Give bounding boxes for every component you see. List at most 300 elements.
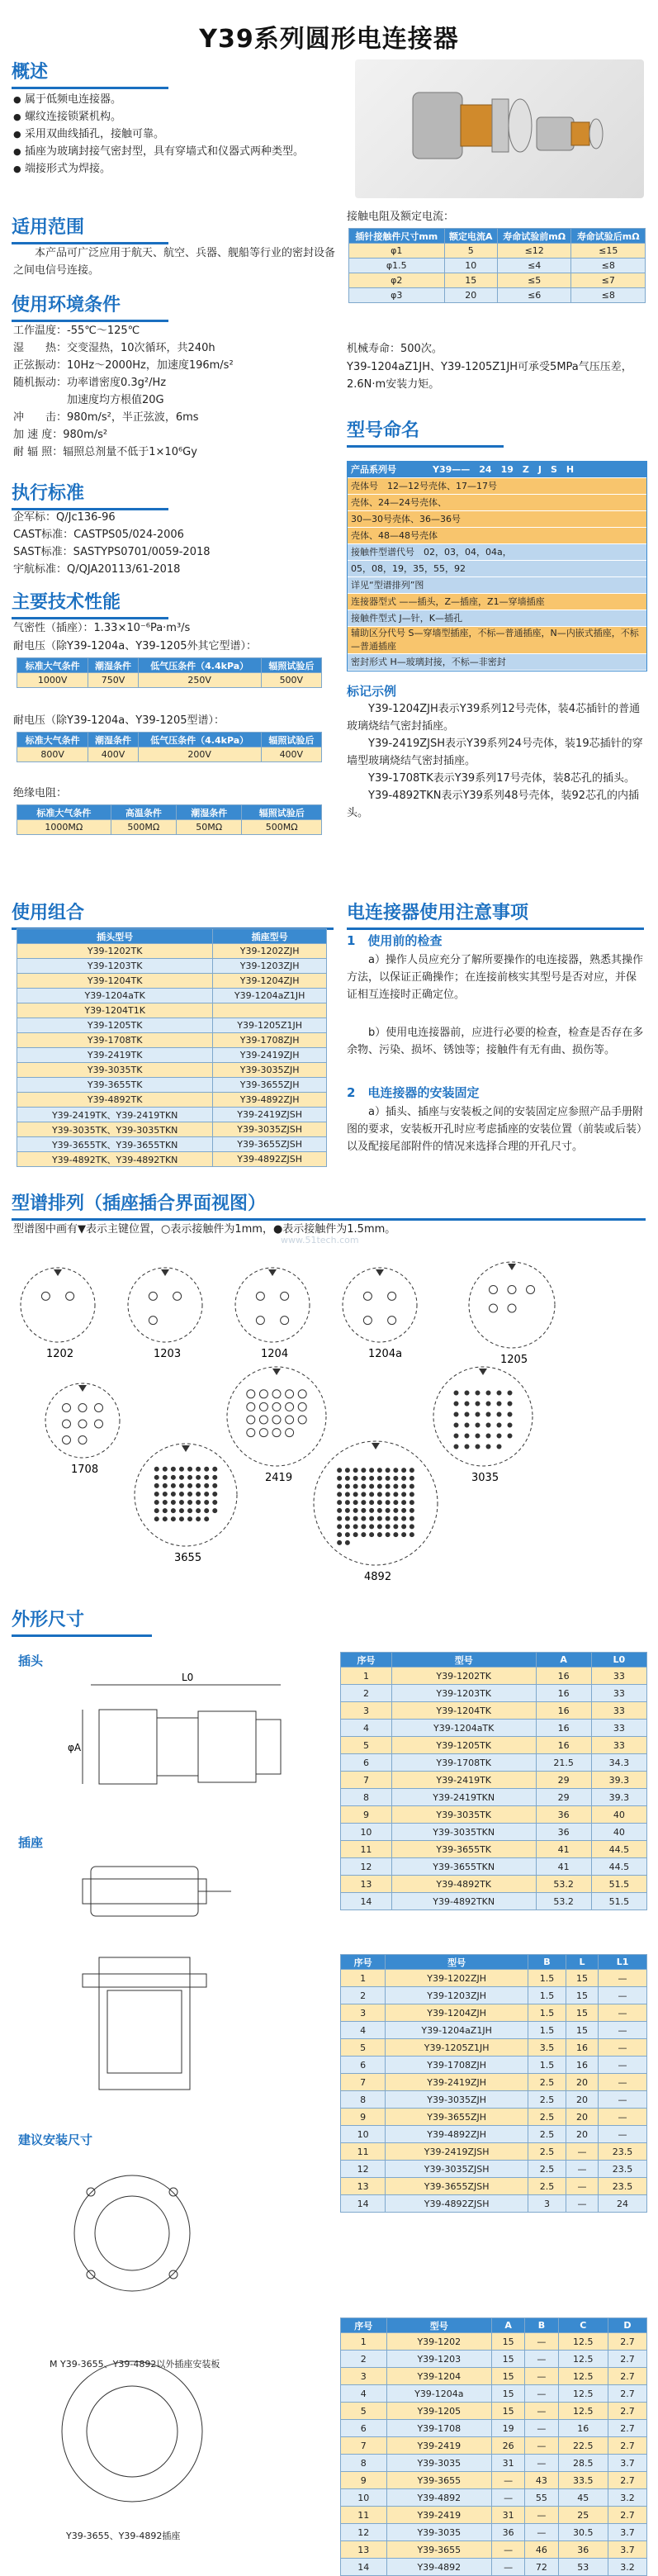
- table-cell: Y39-3035: [386, 2524, 491, 2541]
- table-cell: 1.5: [528, 2004, 566, 2022]
- socket-label: 插座: [18, 1835, 44, 1850]
- dims-heading: 外形尺寸: [12, 1606, 152, 1637]
- table-cell: 23.5: [599, 2161, 647, 2178]
- table-cell: 34.3: [591, 1754, 646, 1772]
- contact-pin: [353, 1533, 357, 1537]
- table-cell: 28.5: [558, 2455, 608, 2472]
- standard-line: CAST标准：CASTPS05/024-2006: [13, 529, 184, 541]
- contact-pin: [188, 1475, 192, 1479]
- table-row: [17, 1048, 327, 1063]
- contact-pin: [205, 1517, 209, 1521]
- layout-label: 1708: [71, 1464, 99, 1476]
- table-cell: 12.5: [558, 2403, 608, 2420]
- contact-pin: [196, 1467, 201, 1471]
- contact-pin: [409, 1516, 414, 1520]
- contact-pin: [154, 1467, 159, 1471]
- table-cell: ≤15: [571, 244, 646, 259]
- contact-pin: [196, 1509, 201, 1513]
- table-header: 潮湿条件: [177, 805, 242, 820]
- contact-pin: [386, 1516, 390, 1520]
- contact-pin: [394, 1508, 398, 1512]
- table-cell: ≤4: [497, 259, 571, 273]
- table-header: D: [608, 2318, 646, 2333]
- table-cell: —: [566, 2195, 598, 2213]
- contact-pin: [386, 1476, 390, 1480]
- table-cell: 2: [341, 2351, 387, 2368]
- table-cell: —: [525, 2385, 558, 2403]
- table-cell: 15: [566, 2022, 598, 2039]
- example-heading: 标记示例: [347, 684, 397, 699]
- table-cell: —: [525, 2455, 558, 2472]
- mount-dimension-table: [340, 2317, 647, 2576]
- table-cell: 15: [566, 1987, 598, 2004]
- table-cell: Y39-1205TK: [391, 1737, 536, 1754]
- table-header: 辐照试验后: [242, 805, 322, 820]
- table-cell: 2.5: [528, 2178, 566, 2195]
- table-cell: —: [599, 1970, 647, 1987]
- contact-pin: [272, 1429, 281, 1437]
- table-cell: 6: [341, 2057, 386, 2074]
- conditions-heading: 使用环境条件: [12, 291, 168, 322]
- contact-pin: [353, 1484, 357, 1488]
- contact-pin: [298, 1416, 306, 1424]
- table-cell: 16: [558, 2420, 608, 2437]
- contact-pin: [388, 1292, 396, 1300]
- contact-pin: [386, 1501, 390, 1505]
- table-row: [17, 1003, 327, 1018]
- contact-pin: [409, 1468, 414, 1473]
- table-cell: 20: [566, 2109, 598, 2126]
- contact-pin: [154, 1501, 159, 1505]
- table-cell: 26: [492, 2437, 525, 2455]
- table-cell: 29: [536, 1772, 591, 1789]
- table-cell: Y39-3655TK、Y39-3655TKN: [17, 1137, 213, 1152]
- table-row: [17, 974, 327, 989]
- table-cell: —: [566, 2143, 598, 2161]
- contact-pin: [256, 1316, 264, 1325]
- table-cell: 16: [536, 1737, 591, 1754]
- contact-pin: [370, 1476, 374, 1480]
- contact-pin: [362, 1508, 366, 1512]
- contact-pin: [179, 1517, 183, 1521]
- contact-pin: [345, 1516, 349, 1520]
- table-cell: 10: [444, 259, 497, 273]
- table-cell: 33: [591, 1668, 646, 1685]
- table-cell: 20: [566, 2074, 598, 2091]
- contact-pin: [188, 1483, 192, 1487]
- table-cell: 11: [341, 1841, 392, 1858]
- table-cell: 39.3: [591, 1772, 646, 1789]
- table-header: 型号: [391, 1653, 536, 1668]
- model-row: 壳体、48—48号壳体: [348, 528, 646, 544]
- table-cell: Y39-4892ZJSH: [213, 1152, 327, 1167]
- table-header: 标准大气条件: [17, 805, 111, 820]
- table-cell: 2.5: [528, 2126, 566, 2143]
- contact-pin: [465, 1445, 469, 1449]
- table-cell: —: [492, 2472, 525, 2489]
- contact-pin: [272, 1390, 281, 1398]
- table-cell: 1000MΩ: [17, 820, 111, 835]
- contact-pin: [409, 1476, 414, 1480]
- table-cell: Y39-2419ZJH: [386, 2074, 528, 2091]
- contact-pin: [345, 1525, 349, 1529]
- table-header: 辐照试验后: [261, 658, 321, 673]
- table-cell: 2.5: [528, 2161, 566, 2178]
- contact-pin: [163, 1509, 167, 1513]
- mount-drawing: [33, 2151, 281, 2531]
- table-cell: 40: [591, 1806, 646, 1824]
- table-row: [341, 2195, 647, 2213]
- layout-label: 3655: [174, 1552, 202, 1564]
- table-cell: —: [599, 2004, 647, 2022]
- contact-pin: [247, 1390, 255, 1398]
- table-cell: 12: [341, 2524, 387, 2541]
- notes-heading: 电连接器使用注意事项: [347, 899, 644, 930]
- specs-heading: 主要技术性能: [12, 588, 168, 619]
- voltage-table-1: [17, 657, 322, 688]
- layout-label: 2419: [265, 1472, 293, 1484]
- table-row: [341, 2074, 647, 2091]
- socket-drawing: [33, 1850, 281, 2106]
- table-cell: 12.5: [558, 2368, 608, 2385]
- table-cell: 16: [566, 2057, 598, 2074]
- table-cell: 25: [558, 2507, 608, 2524]
- contact-pin: [259, 1390, 267, 1398]
- contact-pin: [247, 1429, 255, 1437]
- table-cell: 1000V: [17, 673, 88, 688]
- table-cell: Y39-1202TK: [17, 944, 213, 959]
- overview-heading: 概述: [12, 58, 168, 89]
- contact-pin: [345, 1540, 349, 1544]
- table-header: B: [528, 1955, 566, 1970]
- contact-pin: [394, 1525, 398, 1529]
- table-cell: 2.7: [608, 2472, 646, 2489]
- table-cell: Y39-1204TK: [391, 1702, 536, 1720]
- contact-pin: [377, 1516, 381, 1520]
- notes-p1: a）操作人员应充分了解所要操作的电连接器，熟悉其操作方法，以保证正确操作；在连接前核实其型号是否对应，并保证相互连接时正确定位。: [347, 954, 643, 1001]
- contact-pin: [179, 1492, 183, 1496]
- table-row: [17, 1108, 327, 1122]
- contact-pin: [394, 1492, 398, 1497]
- contact-pin: [345, 1468, 349, 1473]
- table-cell: Y39-3035TK: [391, 1806, 536, 1824]
- contact-pin: [370, 1501, 374, 1505]
- table-cell: 23.5: [599, 2143, 647, 2161]
- contact-pin: [171, 1475, 175, 1479]
- contact-pin: [338, 1533, 342, 1537]
- contact-pin: [497, 1391, 501, 1395]
- contact-pin: [394, 1476, 398, 1480]
- table-cell: 2.7: [608, 2437, 646, 2455]
- contact-pin: [402, 1525, 406, 1529]
- table-cell: 51.5: [591, 1876, 646, 1893]
- table-cell: Y39-4892ZJH: [386, 2126, 528, 2143]
- example-line: Y39-4892TKN表示Y39系列48号壳体，装92芯孔的内插头。: [347, 790, 640, 819]
- example-line: Y39-1204ZJH表示Y39系列12号壳体，装4芯插针的普通玻璃烧结气密封插座。: [347, 703, 641, 733]
- table-cell: Y39-3655ZJH: [386, 2109, 528, 2126]
- contact-pin: [286, 1402, 294, 1411]
- table-cell: Y39-1202TK: [391, 1668, 536, 1685]
- table-cell: 4: [341, 2022, 386, 2039]
- standard-line: 企军标：Q/Jc136-96: [13, 511, 116, 524]
- table-cell: 39.3: [591, 1789, 646, 1806]
- contact-pin: [163, 1492, 167, 1496]
- table-cell: 9: [341, 1806, 392, 1824]
- table-cell: 11: [341, 2507, 387, 2524]
- table-cell: —: [525, 2437, 558, 2455]
- table-cell: Y39-4892: [386, 2489, 491, 2507]
- contact-pin: [345, 1508, 349, 1512]
- table-header: 型号: [386, 2318, 491, 2333]
- table-row: [17, 1122, 327, 1137]
- table-cell: 36: [536, 1806, 591, 1824]
- contact-pin: [362, 1468, 366, 1473]
- contact-pin: [205, 1483, 209, 1487]
- table-header: 潮湿条件: [88, 733, 138, 747]
- table-cell: Y39-4892: [386, 2559, 491, 2576]
- contact-pin: [409, 1533, 414, 1537]
- table-cell: 2.5: [528, 2143, 566, 2161]
- contact-pin: [476, 1434, 480, 1438]
- table-row: [17, 1078, 327, 1093]
- table-cell: 16: [566, 2039, 598, 2057]
- table-cell: 14: [341, 2559, 387, 2576]
- table-cell: Y39-3035TKN: [391, 1824, 536, 1841]
- table-cell: 2.7: [608, 2403, 646, 2420]
- contact-pin: [353, 1476, 357, 1480]
- table-header: 标准大气条件: [17, 658, 88, 673]
- table-cell: 2.7: [608, 2420, 646, 2437]
- table-cell: 31: [492, 2455, 525, 2472]
- table-cell: Y39-1202: [386, 2333, 491, 2351]
- table-cell: Y39-3655TKN: [391, 1858, 536, 1876]
- plug-drawing: [33, 1668, 314, 1809]
- contact-pin: [476, 1402, 480, 1406]
- table-cell: 33: [591, 1685, 646, 1702]
- table-row: [17, 989, 327, 1003]
- table-cell: 23.5: [599, 2178, 647, 2195]
- table-cell: 30.5: [558, 2524, 608, 2541]
- table-cell: φ2: [349, 273, 445, 288]
- table-cell: 44.5: [591, 1858, 646, 1876]
- table-cell: 31: [492, 2507, 525, 2524]
- table-cell: —: [599, 2057, 647, 2074]
- table-cell: Y39-1708: [386, 2420, 491, 2437]
- contact-pin: [362, 1533, 366, 1537]
- contact-pin: [171, 1501, 175, 1505]
- table-cell: 14: [341, 1893, 392, 1910]
- layout-heading: 型谱排列（插座插合界面视图）: [12, 1189, 646, 1221]
- contact-pin: [345, 1501, 349, 1505]
- table-cell: Y39-2419ZJH: [213, 1048, 327, 1063]
- contact-pin: [454, 1391, 458, 1395]
- contact-pin: [370, 1484, 374, 1488]
- contact-pin: [154, 1509, 159, 1513]
- table-cell: 7: [341, 2074, 386, 2091]
- table-cell: Y39-3655ZJSH: [386, 2178, 528, 2195]
- table-row: [341, 2143, 647, 2161]
- table-cell: 3: [341, 1702, 392, 1720]
- table-row: [341, 1876, 647, 1893]
- contact-pin: [489, 1285, 497, 1293]
- contact-pin: [188, 1492, 192, 1496]
- table-cell: Y39-3035ZJH: [386, 2091, 528, 2109]
- table-cell: Y39-3655TK: [17, 1078, 213, 1093]
- contact-pin: [508, 1391, 512, 1395]
- table-row: [341, 2039, 647, 2057]
- table-cell: 15: [566, 2004, 598, 2022]
- table-cell: Y39-1202ZJH: [213, 944, 327, 959]
- table-cell: 5: [341, 2403, 387, 2420]
- contact-pin: [188, 1467, 192, 1471]
- contact-pin: [362, 1476, 366, 1480]
- table-cell: 6: [341, 1754, 392, 1772]
- contact-pin: [486, 1445, 490, 1449]
- table-cell: Y39-1204ZJH: [386, 2004, 528, 2022]
- contact-pin: [149, 1316, 157, 1325]
- table-row: [341, 1685, 647, 1702]
- table-row: [341, 1737, 647, 1754]
- table-cell: 2.7: [608, 2333, 646, 2351]
- contact-pin: [353, 1492, 357, 1497]
- contact-pin: [370, 1533, 374, 1537]
- table-cell: Y39-4892TK: [17, 1093, 213, 1108]
- model-row: 辅助区分代号 S—穿墙型插座，不标—普通插座，N—内嵌式插座，不标—普通插座: [348, 627, 646, 654]
- notes-h1: 1 使用前的检查: [347, 933, 443, 948]
- model-row: 连接器型式 ——插头，Z—插座，Z1—穿墙插座: [348, 594, 646, 610]
- contact-pin: [353, 1516, 357, 1520]
- contact-pin: [402, 1492, 406, 1497]
- contact-pin: [388, 1316, 396, 1325]
- table-cell: 2: [341, 1685, 392, 1702]
- table-cell: 24: [599, 2195, 647, 2213]
- table-cell: 46: [525, 2541, 558, 2559]
- contact-pin: [370, 1525, 374, 1529]
- contact-pin: [196, 1517, 201, 1521]
- standards-heading: 执行标准: [12, 479, 168, 510]
- table-header: 插头型号: [17, 929, 213, 944]
- table-cell: Y39-1708ZJH: [213, 1033, 327, 1048]
- table-cell: 36: [558, 2541, 608, 2559]
- mount-label: 建议安装尺寸: [18, 2132, 93, 2147]
- table-cell: 41: [536, 1858, 591, 1876]
- table-cell: Y39-1205TK: [17, 1018, 213, 1033]
- contact-pin: [402, 1484, 406, 1488]
- table-cell: 15: [492, 2368, 525, 2385]
- layout-label: 1204a: [368, 1348, 403, 1360]
- table-cell: 3.7: [608, 2524, 646, 2541]
- table-cell: —: [566, 2161, 598, 2178]
- layout-outline: [135, 1444, 237, 1546]
- contact-pin: [259, 1429, 267, 1437]
- table-header: 插座型号: [213, 929, 327, 944]
- table-header: L: [566, 1955, 598, 1970]
- notes-p3: a）插头、插座与安装板之间的安装固定应参照产品手册附图的要求，安装板开孔时应考虑插座的安装位置（前装或后装）以及配接尾部附件的情况来选择合理的开孔尺寸。: [347, 1106, 643, 1153]
- contact-pin: [345, 1533, 349, 1537]
- table-cell: ≤8: [571, 259, 646, 273]
- table-cell: 12.5: [558, 2333, 608, 2351]
- table-cell: 33: [591, 1702, 646, 1720]
- contact-pin: [205, 1509, 209, 1513]
- layout-label: 1205: [500, 1354, 528, 1366]
- table-cell: 10: [341, 1824, 392, 1841]
- table-cell: 7: [341, 2437, 387, 2455]
- table-header: 序号: [341, 1955, 386, 1970]
- contact-pin: [486, 1412, 490, 1416]
- table-cell: Y39-3035ZJH: [213, 1063, 327, 1078]
- table-row: [341, 2507, 647, 2524]
- contact-pin: [508, 1423, 512, 1427]
- contact-pin: [213, 1475, 217, 1479]
- contact-pin: [508, 1285, 516, 1293]
- model-row: 密封形式 H—玻璃封接，不标—非密封: [348, 654, 646, 671]
- contact-pin: [465, 1412, 469, 1416]
- table-cell: Y39-4892TK、Y39-4892TKN: [17, 1152, 213, 1167]
- table-cell: 8: [341, 1789, 392, 1806]
- table-row: [341, 2385, 647, 2403]
- contact-pin: [338, 1516, 342, 1520]
- layout-outline: [21, 1268, 95, 1342]
- table-row: [341, 1789, 647, 1806]
- page-title: Y39系列圆形电连接器: [199, 25, 459, 54]
- table-row: [341, 1841, 647, 1858]
- contact-pin: [247, 1416, 255, 1424]
- table-row: [341, 1824, 647, 1841]
- model-header-row: 产品系列号 Y39—— 24 19 Z J S H: [348, 462, 646, 478]
- contact-pin: [298, 1402, 306, 1411]
- overview-item: ● 端接形式为焊接。: [13, 160, 343, 178]
- table-row: [341, 2178, 647, 2195]
- table-cell: 500MΩ: [242, 820, 322, 835]
- table-cell: —: [599, 2126, 647, 2143]
- table-cell: ≤7: [571, 273, 646, 288]
- contact-pin: [476, 1391, 480, 1395]
- table-cell: —: [599, 2109, 647, 2126]
- contact-pin: [338, 1508, 342, 1512]
- table-cell: 33: [591, 1737, 646, 1754]
- contact-pin: [63, 1436, 71, 1445]
- table-cell: 3.2: [608, 2559, 646, 2576]
- overview-item: ● 采用双曲线插孔，接触可靠。: [13, 126, 343, 143]
- table-cell: Y39-3655ZJH: [213, 1078, 327, 1093]
- scope-heading: 适用范围: [12, 213, 168, 244]
- table-cell: 16: [536, 1702, 591, 1720]
- table-cell: 5: [341, 1737, 392, 1754]
- contact-pin: [497, 1412, 501, 1416]
- contact-pin: [394, 1484, 398, 1488]
- table-cell: 15: [492, 2385, 525, 2403]
- table-cell: 12: [341, 2161, 386, 2178]
- contact-pin: [95, 1404, 103, 1412]
- overview-list: [13, 91, 343, 178]
- dim-L0-text: L0: [182, 1672, 194, 1683]
- contact-pin: [409, 1492, 414, 1497]
- table-header: 寿命试验后mΩ: [571, 229, 646, 244]
- plug-dimension-table: [340, 1652, 647, 1910]
- conditions-list: [13, 322, 339, 461]
- table-cell: Y39-3035ZJSH: [386, 2161, 528, 2178]
- plug-label: 插头: [18, 1653, 44, 1668]
- layout-desc: 型谱图中画有▼表示主键位置，○表示接触件为1mm，●表示接触件为1.5mm。: [13, 1223, 396, 1236]
- table-row: [341, 1987, 647, 2004]
- table-cell: —: [599, 2039, 647, 2057]
- table-cell: —: [566, 2178, 598, 2195]
- table-cell: Y39-1204a: [386, 2385, 491, 2403]
- contact-pin: [353, 1468, 357, 1473]
- contact-pin: [171, 1509, 175, 1513]
- layout-outline: [433, 1367, 533, 1466]
- table-cell: 500V: [261, 673, 321, 688]
